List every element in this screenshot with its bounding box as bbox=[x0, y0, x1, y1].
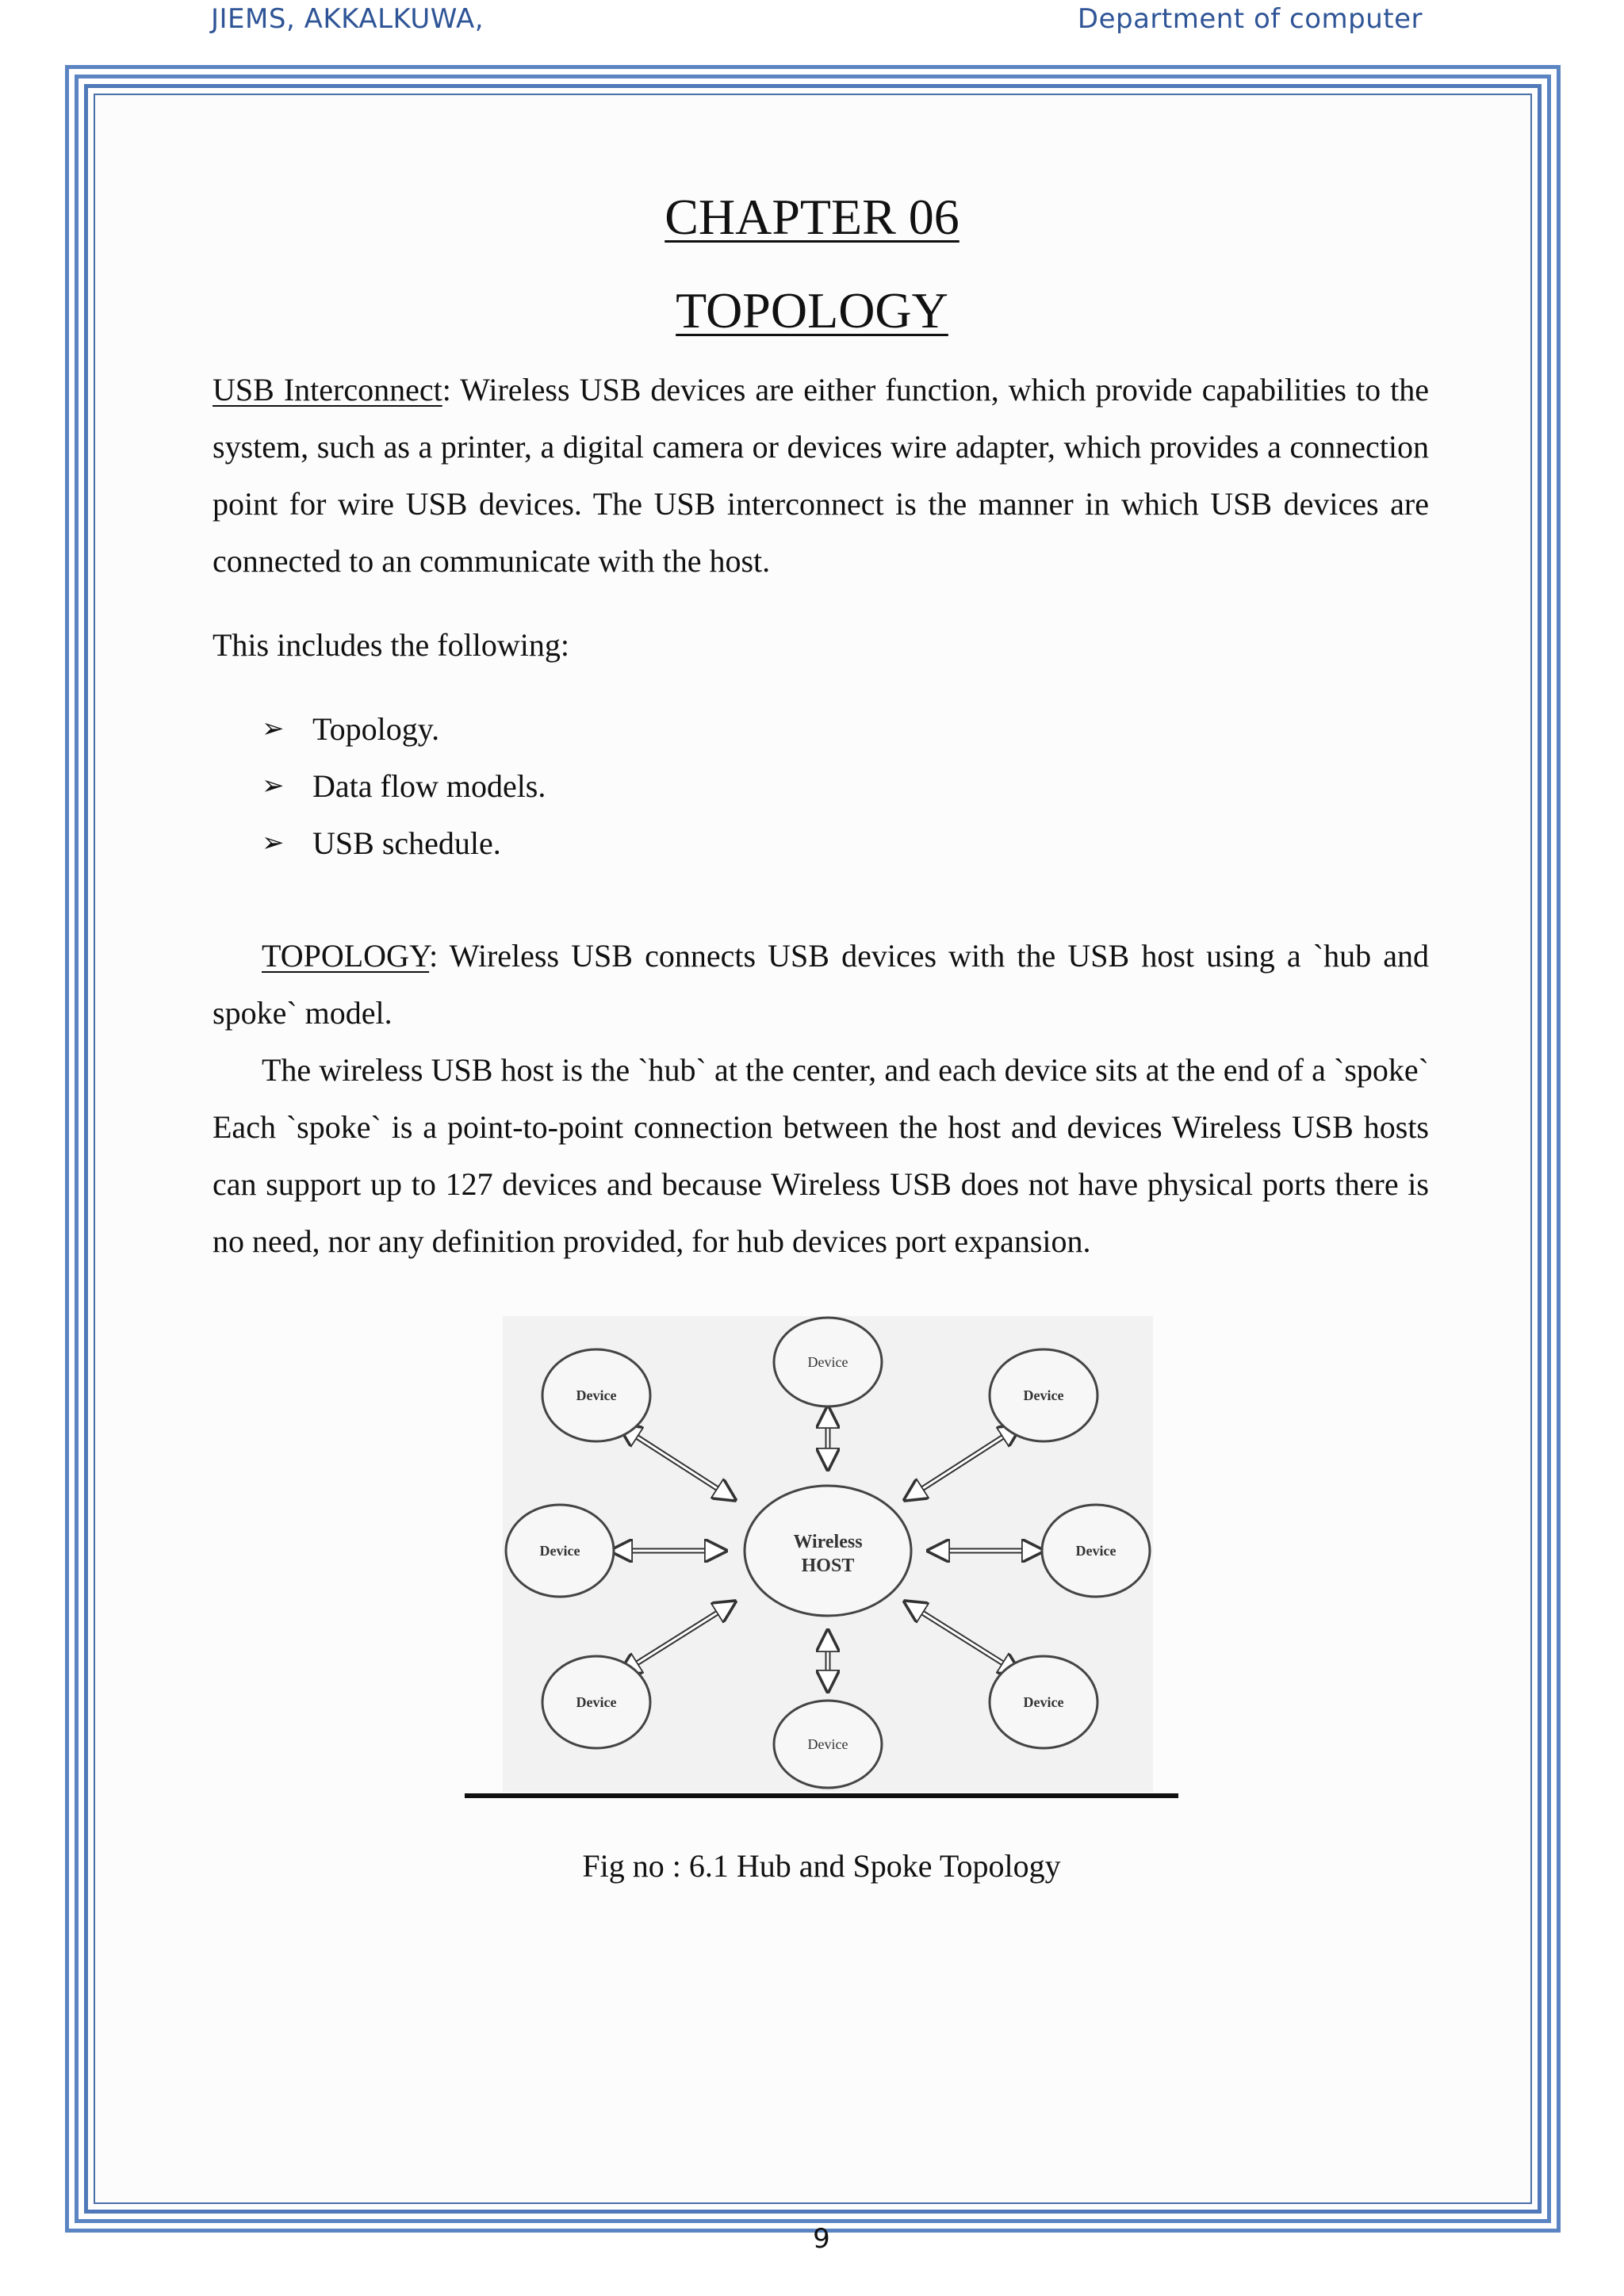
list-item-label: USB schedule. bbox=[312, 825, 501, 861]
host-label-1: Wireless bbox=[793, 1532, 863, 1552]
page-number: 9 bbox=[813, 2223, 830, 2255]
includes-text: This includes the following: bbox=[213, 627, 569, 663]
list-item-label: Data flow models. bbox=[312, 768, 546, 804]
topology-text: : Wireless USB connects USB devices with the USB host using a `hub and spoke` model. bbox=[213, 938, 1429, 1031]
device-label: Device bbox=[539, 1543, 580, 1559]
hub-spoke-diagram bbox=[503, 1316, 1153, 1792]
list-item-label: Topology. bbox=[312, 711, 440, 747]
topology-paragraph bbox=[213, 928, 1429, 1042]
intro-text: : Wireless USB devices are either function, which provide capabilities to the system, such as a printer, a digital camera or devices wire adapter, which provides a connection point for wire USB devices. The USB interconnect is the manner in which USB devices are connected to an communicate with the host. bbox=[213, 372, 1429, 579]
figure-caption: Fig no : 6.1 Hub and Spoke Topology bbox=[582, 1848, 1061, 1884]
header-department: Department of computer bbox=[1077, 3, 1423, 35]
device-label: Device bbox=[576, 1694, 617, 1710]
hub-spoke-figure bbox=[503, 1316, 1153, 1792]
list-item bbox=[262, 758, 546, 815]
chapter-number bbox=[0, 189, 1624, 245]
device-label: Device bbox=[1075, 1543, 1116, 1559]
chapter-title-text: TOPOLOGY bbox=[676, 282, 948, 339]
list-item bbox=[262, 701, 546, 758]
topology-term: TOPOLOGY bbox=[262, 938, 430, 974]
header-institution: JIEMS, AKKALKUWA, bbox=[211, 3, 485, 35]
device-label: Device bbox=[1023, 1387, 1064, 1403]
list-item bbox=[262, 815, 546, 872]
chapter-number-text: CHAPTER 06 bbox=[665, 189, 959, 245]
intro-paragraph bbox=[213, 362, 1429, 590]
device-label: Device bbox=[807, 1354, 848, 1370]
includes-list bbox=[262, 701, 546, 872]
figure-rule bbox=[465, 1793, 1178, 1798]
device-label: Device bbox=[576, 1387, 617, 1403]
device-label: Device bbox=[807, 1736, 848, 1752]
arrow-bullet-icon: ➢ bbox=[262, 771, 285, 801]
device-label: Device bbox=[1023, 1694, 1064, 1710]
chapter-title bbox=[0, 282, 1624, 339]
intro-term: USB Interconnect bbox=[213, 372, 442, 408]
arrow-bullet-icon: ➢ bbox=[262, 714, 285, 744]
topology-paragraph-2: The wireless USB host is the `hub` at the center, and each device sits at the end of a `spoke` Each `spoke` is a point-to-point connection between the host and devices Wireless USB hosts can support up to 127 devices and because Wireless USB does not have physical ports there is no need, nor any definition provided, for hub devices port expansion. bbox=[213, 1052, 1429, 1259]
arrow-bullet-icon: ➢ bbox=[262, 828, 285, 858]
host-label-2: HOST bbox=[801, 1556, 855, 1576]
